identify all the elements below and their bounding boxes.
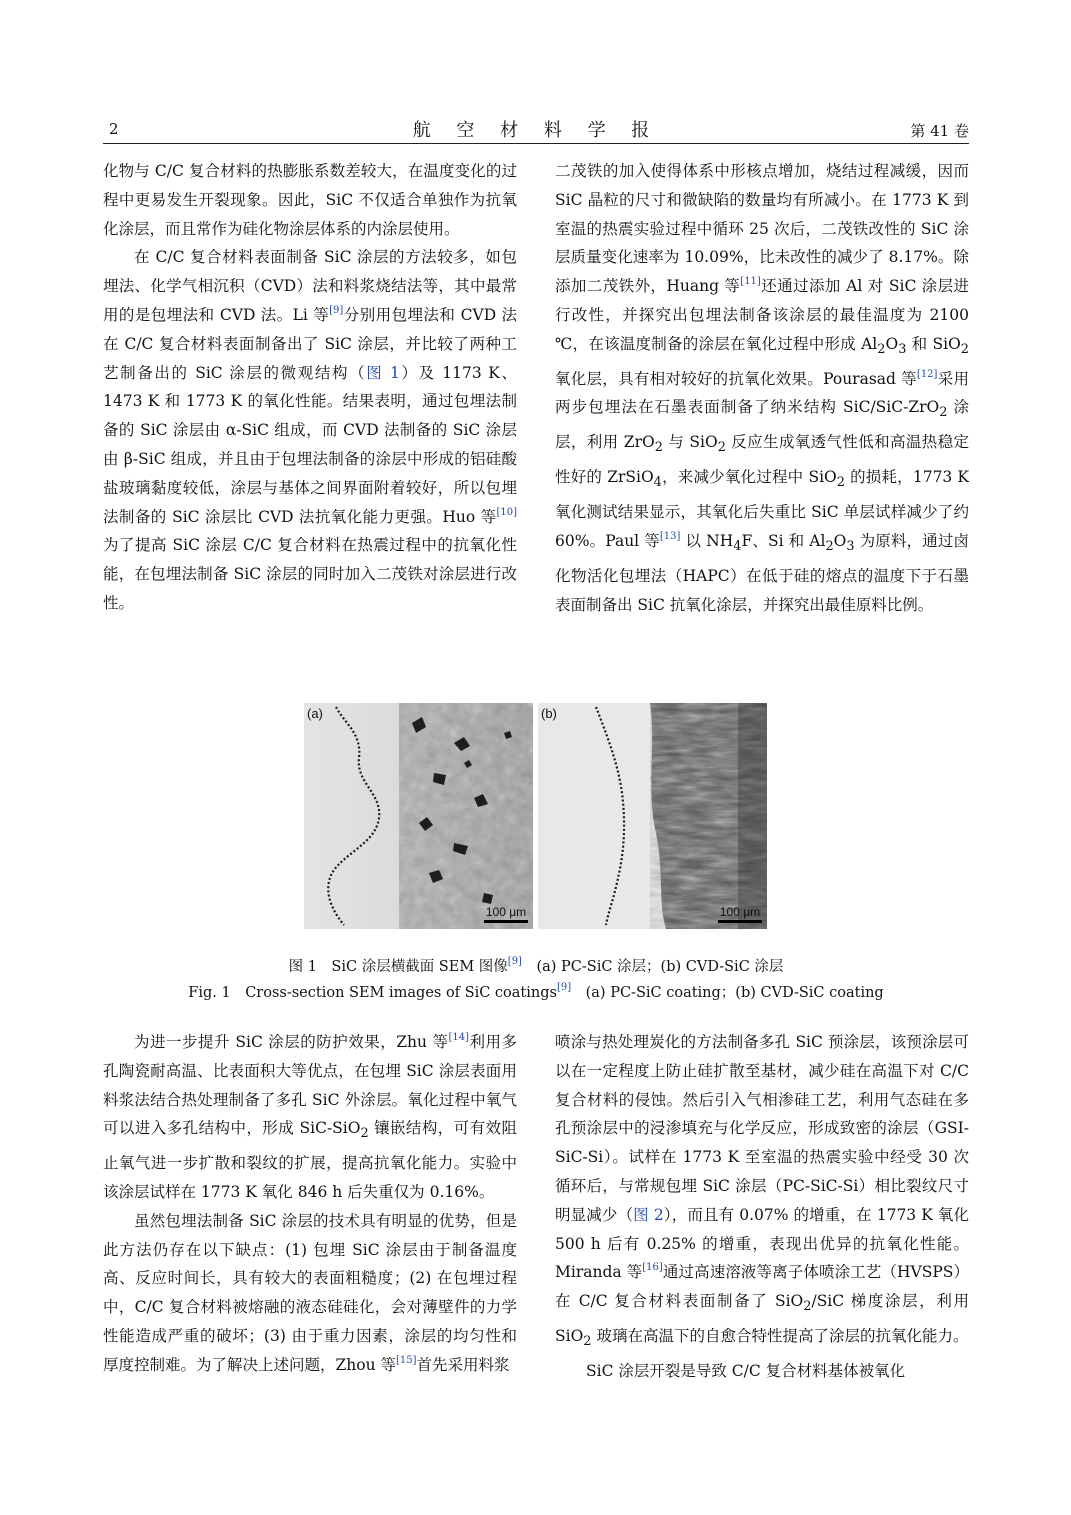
paragraph: 为进一步提升 SiC 涂层的防护效果，Zhu 等[14]利用多孔陶瓷耐高温、比表面积大等优点，在包埋 SiC 涂层表面用料浆法结合热处理制备了多孔 SiC 外涂层。氧化过程中氧气可以进入多孔结构中，形成 SiC-SiO$_2$ 镶嵌结构，可有效阻止氧气进一步扩散和裂纹的扩展，提高抗氧化能力。实验中该涂层试样在 1773 K 氧化 846 h 后失重仅为 0.16%。: [103, 1032, 517, 1202]
citation-link[interactable]: [9]: [507, 956, 522, 967]
running-header: [103, 116, 969, 142]
paragraph: 喷涂与热处理炭化的方法制备多孔 SiC 预涂层，该预涂层可以在一定程度上防止硅扩散至基材，减少硅在高温下对 C/C 复合材料的侵蚀。然后引入气相渗硅工艺，利用气态硅在多孔预涂层中的浸渗填充与化学反应，形成致密的涂层（GSI-SiC-Si）。试样在 1773 K 至室温的热震实验中经受 30 次循环后，与常规包埋 SiC 涂层（PC-SiC-Si）相比裂纹尺寸明显减少（图 2），而且有 0.07% 的增重，在 1773 K 氧化 500 h 后有 0.25% 的增重，表现出优异的抗氧化性能。Miranda 等[16]通过高速溶液等离子体喷涂工艺（HVSPS）在 C/C 复合材料表面制备了 SiO$_2$/SiC 梯度涂层，利用 SiO$_2$ 玻璃在高温下的自愈合特性提高了涂层的抗氧化能力。: [555, 1033, 969, 1350]
paragraph: 在 C/C 复合材料表面制备 SiC 涂层的方法较多，如包埋法、化学气相沉积（CVD）法和料浆烧结法等，其中最常用的是包埋法和 CVD 法。Li 等[9]分别用包埋法和 CVD 法在 C/C 复合材料表面制备出了 SiC 涂层，并比较了两种工艺制备出的 SiC 涂层的微观结构（图 1）及 1173 K、1473 K 和 1773 K 的氧化性能。结果表明，通过包埋法制备的 SiC 涂层由 α-SiC 组成，而 CVD 法制备的 SiC 涂层由 β-SiC 组成，并且由于包埋法制备的涂层中形成的铝硅酸盐玻璃黏度较低，涂层与基体之间界面附着较好，所以包埋法制备的 SiC 涂层比 CVD 法抗氧化能力更强。Huo 等[10]为了提高 SiC 涂层 C/C 复合材料在热震过程中的抗氧化性能，在包埋法制备 SiC 涂层的同时加入二茂铁对涂层进行改性。: [103, 248, 517, 612]
citation-link[interactable]: [15]: [396, 1354, 417, 1366]
citation-link[interactable]: [9]: [556, 982, 572, 993]
citation-link[interactable]: [10]: [496, 506, 517, 518]
page-number: 2: [109, 120, 119, 138]
figure-caption-en: Fig. 1 Cross-section SEM images of SiC coatings[9] (a) PC-SiC coating；(b) CVD-SiC coating: [188, 982, 884, 1001]
journal-title: 航 空 材 料 学 报: [412, 120, 660, 141]
sem-image-b-graphic: [538, 703, 767, 929]
sem-image-b: [538, 703, 767, 929]
panel-label-a: (a): [307, 706, 323, 721]
citation-link[interactable]: [16]: [642, 1262, 663, 1274]
body-column-1: [103, 157, 517, 618]
body-column-4: [555, 1028, 969, 1386]
sem-image-a: [304, 703, 533, 929]
figure-link[interactable]: 图 2: [633, 1205, 664, 1224]
citation-link[interactable]: [9]: [329, 304, 344, 316]
panel-label-b: (b): [541, 706, 557, 721]
paragraph: SiC 涂层开裂是导致 C/C 复合材料基体被氧化: [586, 1361, 906, 1380]
figure-caption-cn: 图 1 SiC 涂层横截面 SEM 图像[9] (a) PC-SiC 涂层；(b) CVD-SiC 涂层: [288, 956, 784, 975]
paragraph: 二茂铁的加入使得体系中形核点增加，烧结过程减缓，因而 SiC 晶粒的尺寸和微缺陷的数量均有所减小。在 1773 K 到室温的热震实验过程中循环 25 次后，二茂铁改性的 SiC 涂层质量变化速率为 10.09%，比未改性的减少了 8.17%。除添加二茂铁外，Huang 等[11]还通过添加 Al 对 SiC 涂层进行改性，并探究出包埋法制备该涂层的最佳温度为 2100 ℃，在该温度制备的涂层在氧化过程中形成 $Al_2O_3$ 和 SiO$_2$ 氧化层，具有相对较好的抗氧化效果。Pourasad 等[12]采用两步包埋法在石墨表面制备了纳米结构 SiC/SiC-ZrO$_2$ 涂层，利用 ZrO$_2$ 与 SiO$_2$ 反应生成氧透气性低和高温热稳定性好的 ZrSiO$_4$，来减少氧化过程中 SiO$_2$ 的损耗，1773 K 氧化测试结果显示，其氧化后失重比 SiC 单层试样减少了约 60%。Paul 等[13] 以 $NH_4F$、Si 和 $Al_2O_3$ 为原料，通过卤化物活化包埋法（HAPC）在低于硅的熔点的温度下于石墨表面制备出 SiC 抗氧化涂层，并探究出最佳原料比例。: [555, 162, 970, 614]
body-column-3: [103, 1028, 517, 1380]
volume-label: 第 41 卷: [910, 122, 969, 140]
citation-link[interactable]: [13]: [659, 530, 681, 542]
sem-image-a-graphic: [304, 703, 533, 929]
citation-link[interactable]: [14]: [448, 1032, 469, 1043]
body-column-2: [555, 157, 969, 619]
citation-link[interactable]: [11]: [740, 276, 761, 288]
paragraph: 化物与 C/C 复合材料的热膨胀系数差较大，在温度变化的过程中更易发生开裂现象。因此，SiC 不仅适合单独作为抗氧化涂层，而且常作为硅化物涂层体系的内涂层使用。: [103, 162, 517, 238]
paragraph: 虽然包埋法制备 SiC 涂层的技术具有明显的优势，但是此方法仍存在以下缺点：(1) 包埋 SiC 涂层由于制备温度高、反应时间长，具有较大的表面粗糙度；(2) 在包埋过程中，C/C 复合材料被熔融的液态硅硅化，会对薄壁件的力学性能造成严重的破坏；(3) 由于重力因素，涂层的均匀性和厚度控制难。为了解决上述问题，Zhou 等[15]首先采用料浆: [103, 1211, 517, 1374]
figure-link[interactable]: 图 1: [366, 363, 400, 382]
scale-bar-b: 100 μm: [718, 905, 762, 923]
citation-link[interactable]: [12]: [916, 368, 938, 380]
scale-bar-a: 100 μm: [484, 905, 528, 923]
header-rule: [103, 143, 969, 144]
